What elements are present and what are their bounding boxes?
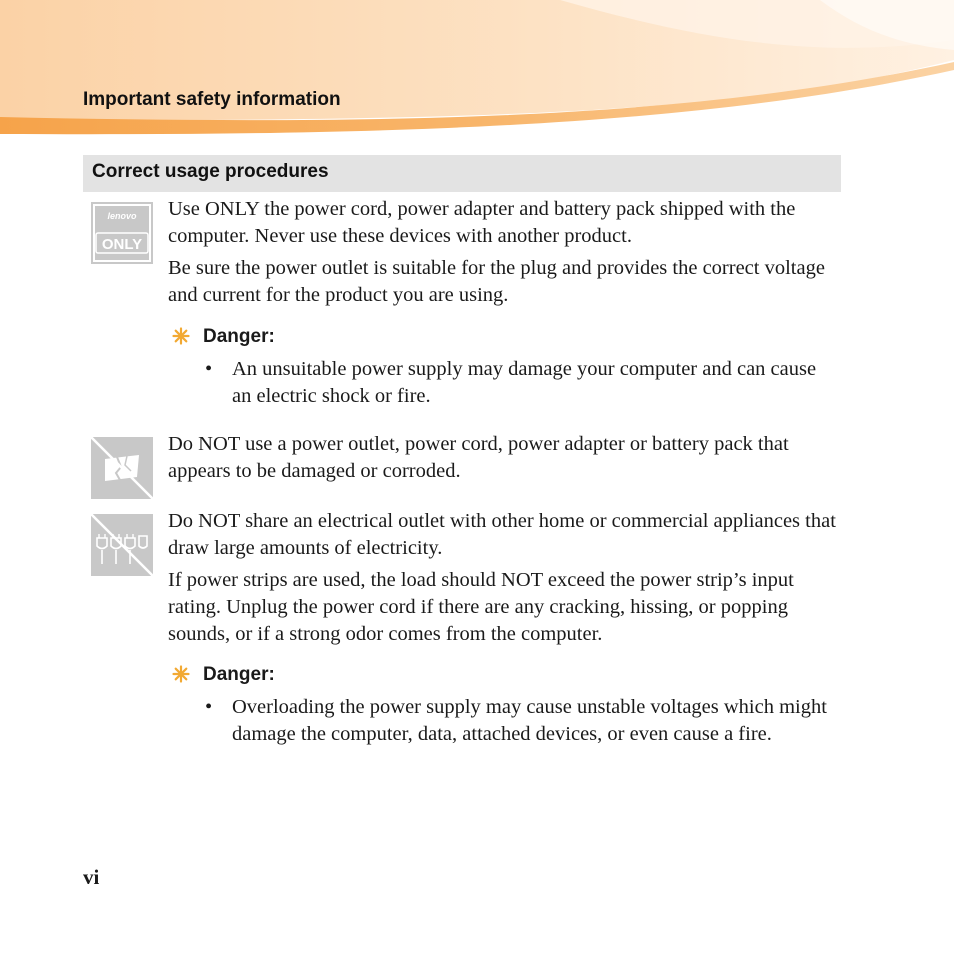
running-head-title: Important safety information — [83, 89, 341, 110]
section-title: Correct usage procedures — [92, 161, 329, 182]
shared-outlet-prohibited-icon — [91, 514, 153, 576]
header-decorative-band — [0, 0, 954, 140]
danger-label: Danger: — [203, 664, 275, 685]
page-number: vi — [83, 865, 100, 889]
danger-bullet-1: An unsuitable power supply may damage your computer and can cause an electric shock or fire. — [232, 358, 817, 407]
only-text: ONLY — [101, 236, 143, 253]
damaged-outlet-prohibited-icon — [91, 437, 153, 499]
danger-label: Danger: — [203, 326, 275, 347]
danger-star-icon — [172, 665, 190, 683]
danger-heading-1 — [172, 326, 275, 348]
danger-heading-2 — [172, 664, 275, 686]
lenovo-brand-text: lenovo — [107, 211, 137, 221]
danger-bullet-2: Overloading the power supply may cause unstable voltages which might damage the computer, data, attached devices, or even cause a fire. — [232, 696, 827, 745]
power-strip-paragraph: If power strips are used, the load should NOT exceed the power strip’s input rating. Unplug the power cord if there are any cracking, hissing, or popping sounds, or if a strong odor comes from the computer. — [168, 569, 794, 645]
lenovo-only-icon — [91, 202, 153, 264]
section-header-bar — [83, 155, 841, 192]
bullet-dot: • — [205, 358, 213, 380]
danger-star-icon — [172, 327, 190, 345]
bullet-dot: • — [205, 696, 213, 718]
usage-paragraph-2: Be sure the power outlet is suitable for the plug and provides the correct voltage and current for the product you are using. — [168, 257, 825, 306]
usage-paragraph-1: Use ONLY the power cord, power adapter and battery pack shipped with the computer. Never use these devices with another product. — [168, 198, 796, 247]
damaged-warning-paragraph: Do NOT use a power outlet, power cord, power adapter or battery pack that appears to be damaged or corroded. — [168, 433, 789, 482]
shared-outlet-paragraph: Do NOT share an electrical outlet with other home or commercial appliances that draw large amounts of electricity. — [168, 510, 836, 559]
